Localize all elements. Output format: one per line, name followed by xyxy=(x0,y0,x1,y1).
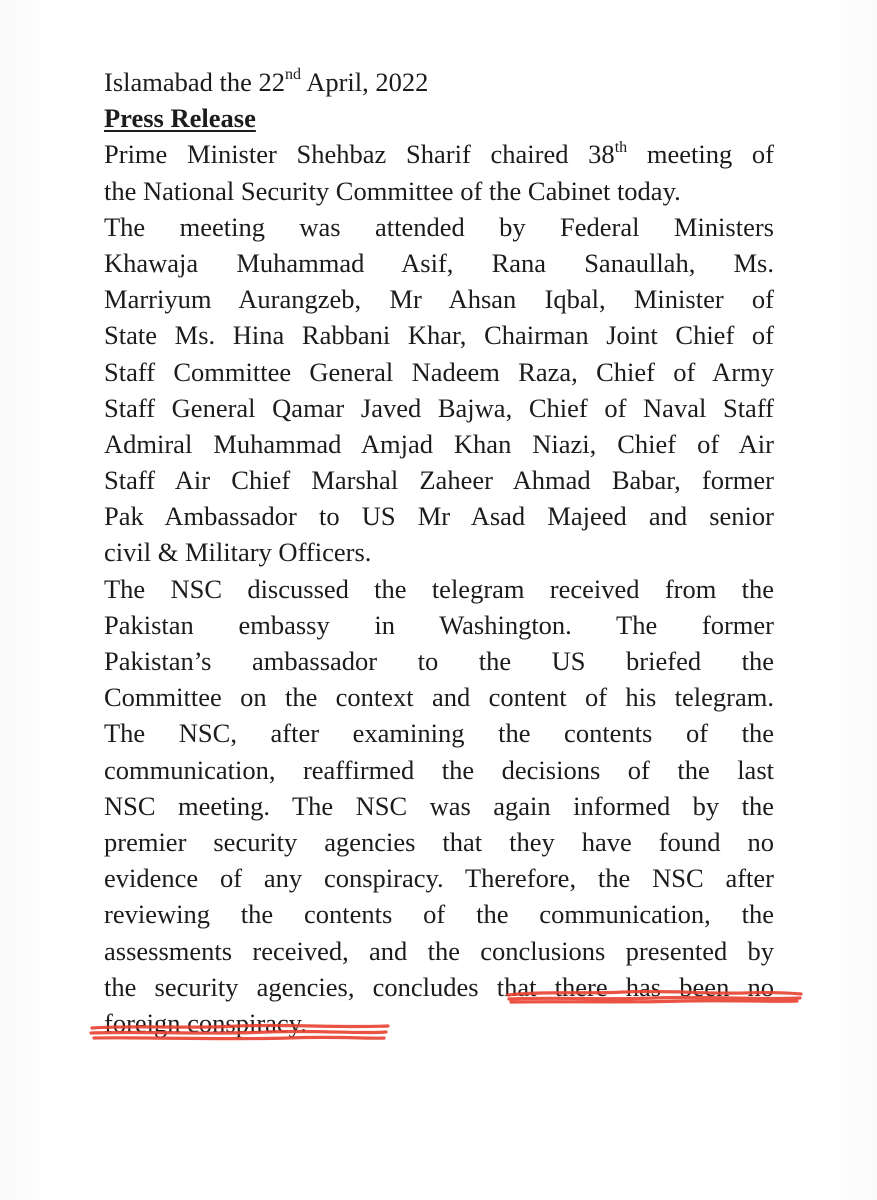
paragraph3-line: The NSC, after examining the contents of the xyxy=(104,718,774,749)
paragraph2-line: civil & Military Officers. xyxy=(104,537,372,568)
paragraph1-line1-ordinal: th xyxy=(614,138,628,156)
paragraph3-line: The NSC discussed the telegram received from the xyxy=(104,573,774,604)
paragraph2-line: Staff General Qamar Javed Bajwa, Chief of Naval Staff xyxy=(104,392,774,423)
paragraph3-line: evidence of any conspiracy. Therefore, the NSC after xyxy=(104,863,774,894)
dateline xyxy=(104,64,774,100)
paragraph3-line: reviewing the contents of the communication, the xyxy=(104,899,774,930)
paragraph3-line: premier security agencies that they have found no xyxy=(104,826,774,857)
paragraph2-line: Marriyum Aurangzeb, Mr Ahsan Iqbal, Minister of xyxy=(104,284,774,315)
paragraph1-line1-before: Prime Minister Shehbaz Sharif chaired 38 xyxy=(104,139,615,170)
dateline-rest: April, 2022 xyxy=(301,67,429,97)
dateline-prefix: Islamabad the 22 xyxy=(104,67,286,97)
paragraph1-line2: the National Security Committee of the Cabinet today. xyxy=(104,175,681,206)
paragraph3-last-line: foreign conspiracy. xyxy=(104,1007,307,1038)
paragraph1-line1-after: meeting of xyxy=(627,139,775,170)
paragraph2-line: Staff Air Chief Marshal Zaheer Ahmad Babar, former xyxy=(104,465,774,496)
paragraph3-line-underlined: the security agencies, concludes that there has been no xyxy=(104,971,774,1002)
dateline-ordinal: nd xyxy=(285,66,302,84)
paragraph1-line1 xyxy=(104,136,774,172)
press-release-title: Press Release xyxy=(104,103,256,134)
paragraph2-line: The meeting was attended by Federal Ministers xyxy=(104,211,774,242)
paragraph2-line: Admiral Muhammad Amjad Khan Niazi, Chief of Air xyxy=(104,428,774,459)
paragraph2-line: Staff Committee General Nadeem Raza, Chief of Army xyxy=(104,356,774,387)
paragraph3-line: assessments received, and the conclusions presented by xyxy=(104,935,774,966)
paragraph3-line: NSC meeting. The NSC was again informed by the xyxy=(104,790,774,821)
page-title xyxy=(104,100,774,136)
paragraph3-line: Pakistan embassy in Washington. The former xyxy=(104,609,774,640)
paragraph2-line: Khawaja Muhammad Asif, Rana Sanaullah, Ms. xyxy=(104,247,774,278)
press-release-document xyxy=(104,62,774,1041)
paragraph3-line: Pakistan’s ambassador to the US briefed the xyxy=(104,646,774,676)
paragraph2-line: State Ms. Hina Rabbani Khar, Chairman Joint Chief of xyxy=(104,320,774,351)
paragraph3-line: Committee on the context and content of his telegram. xyxy=(104,682,774,713)
paragraph3-line: communication, reaffirmed the decisions of the last xyxy=(104,754,774,785)
paragraph2-line: Pak Ambassador to US Mr Asad Majeed and senior xyxy=(104,501,774,532)
